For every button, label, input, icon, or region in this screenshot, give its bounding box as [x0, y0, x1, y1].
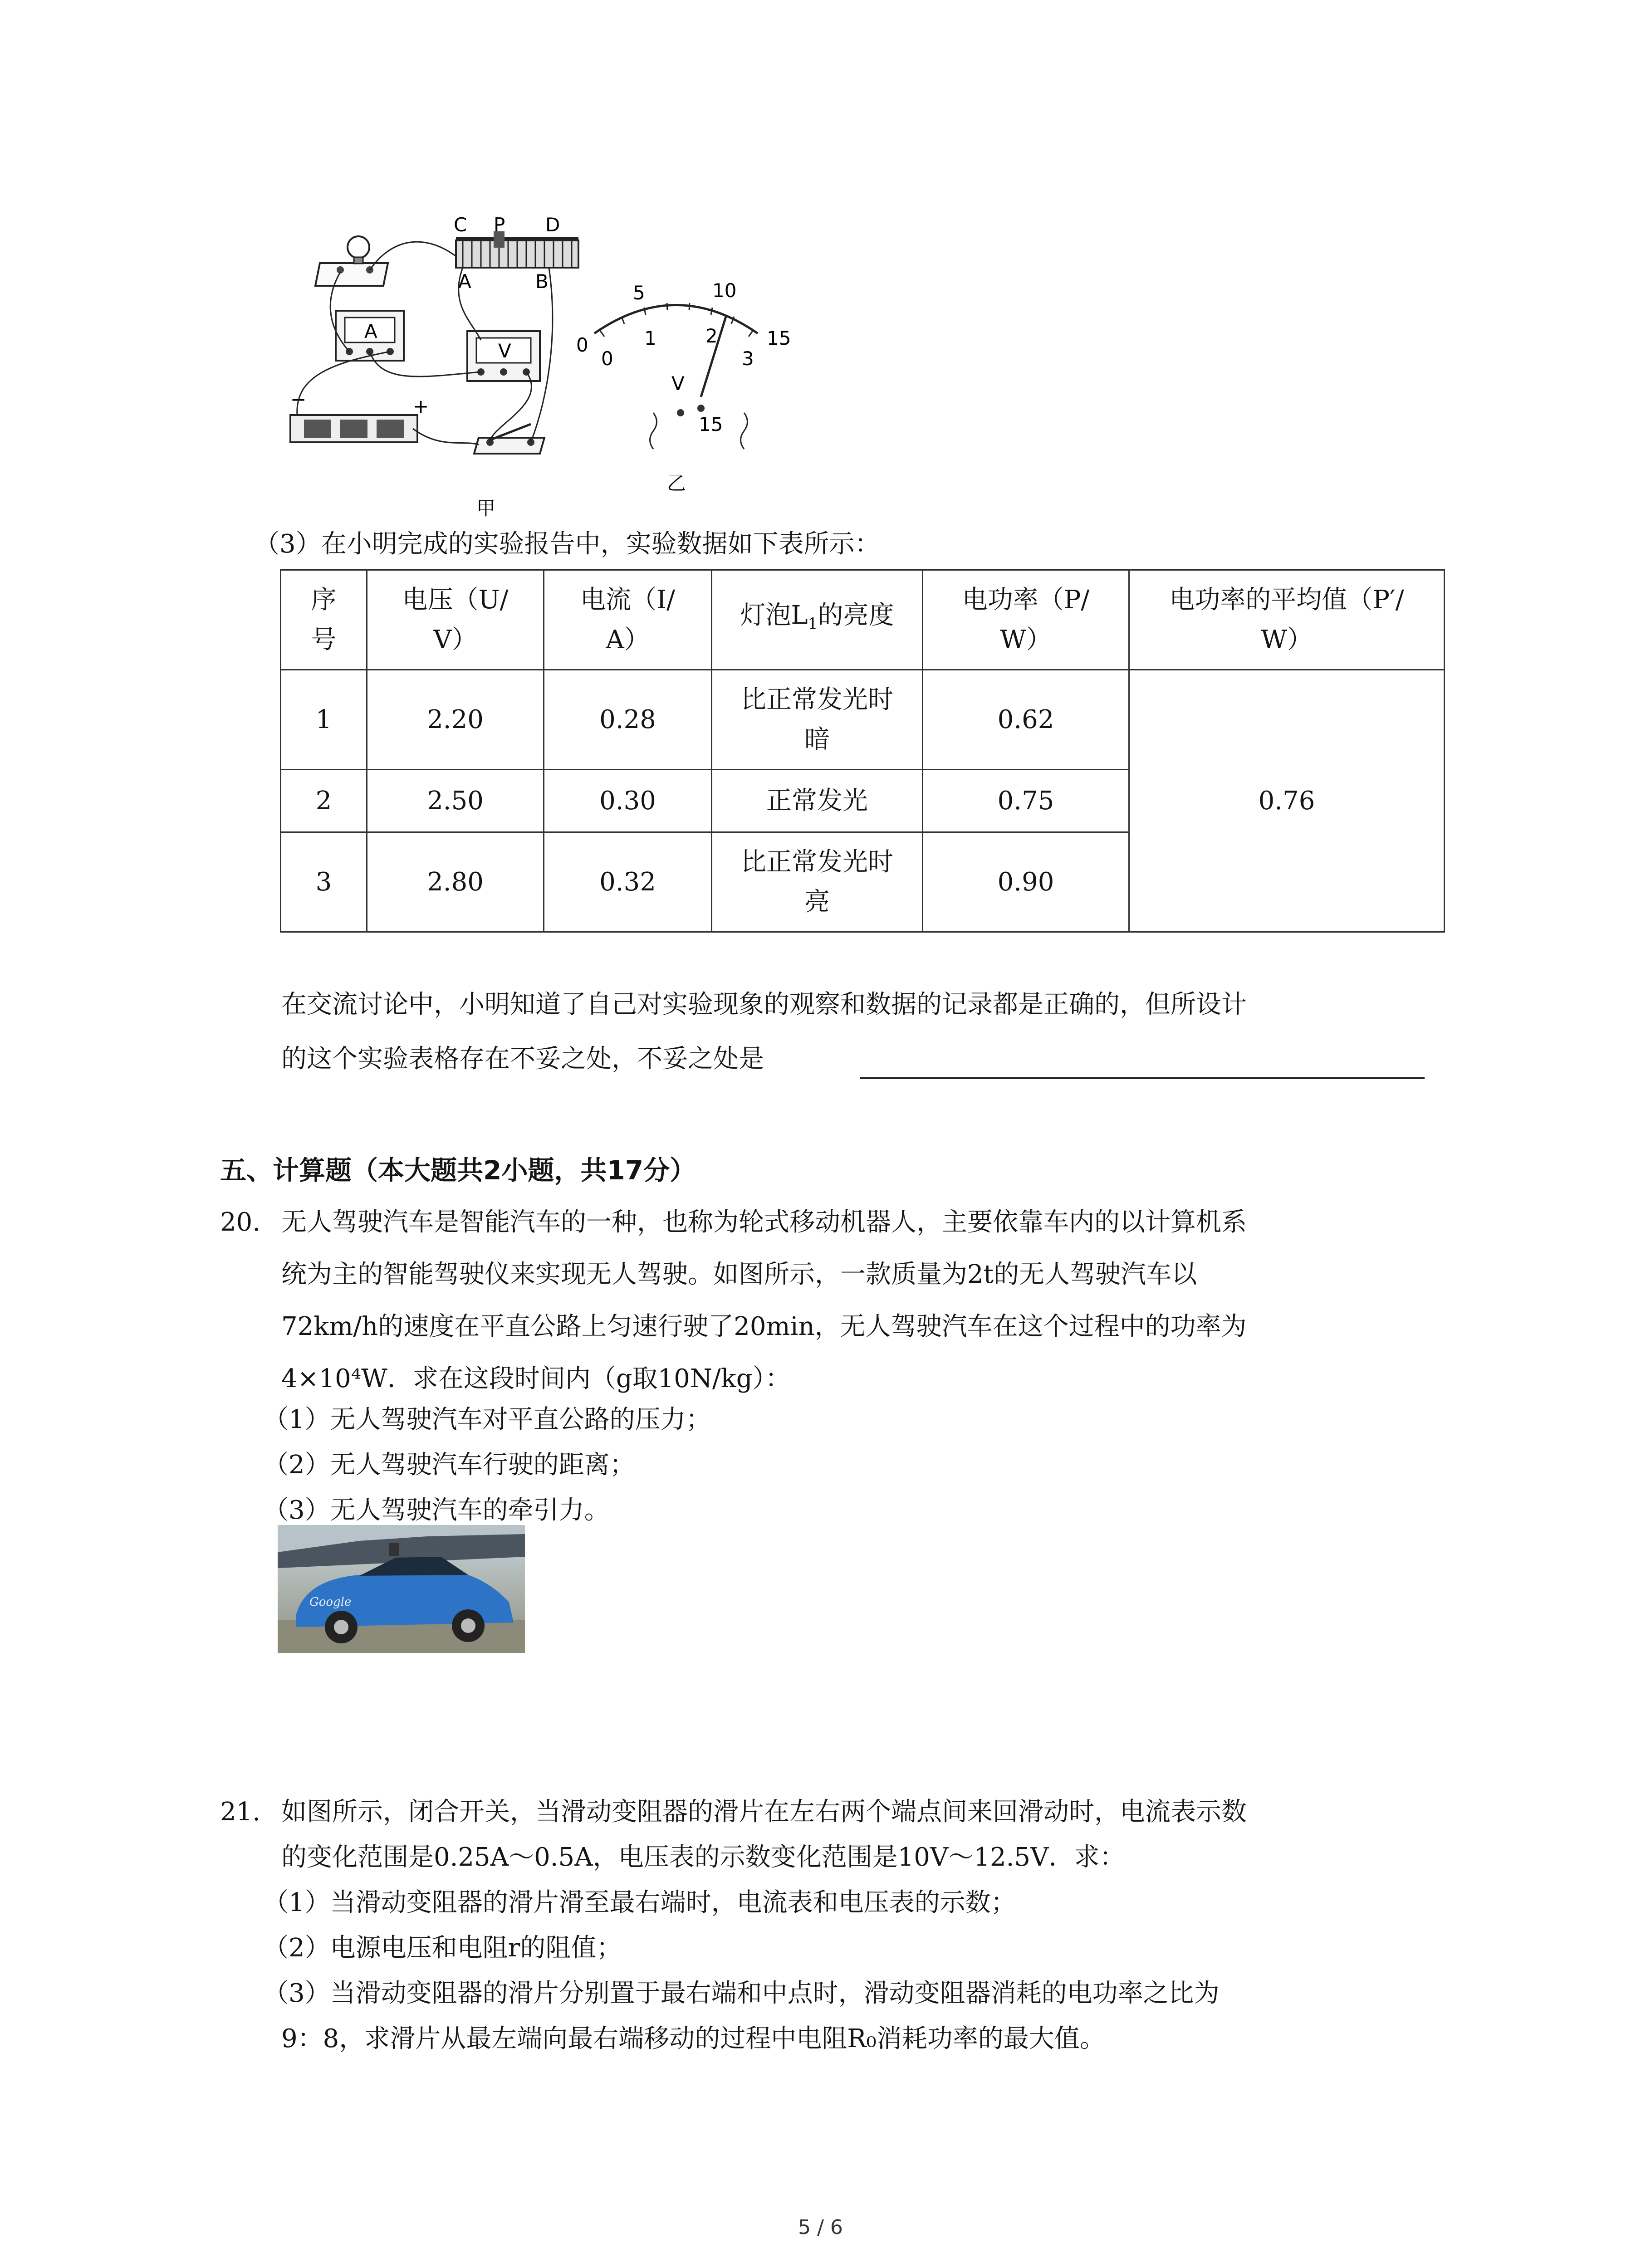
- header-no: [281, 570, 367, 670]
- table-row: [281, 670, 1445, 770]
- dial-top-5: 5: [633, 282, 645, 304]
- q21-line-1: 如图所示，闭合开关，当滑动变阻器的滑片在左右两个端点间来回滑动时，电流表示数: [281, 1797, 1247, 1827]
- header-current: [544, 570, 712, 670]
- cell-brightness: [712, 670, 923, 770]
- q21-sub-1: （1）当滑动变阻器的滑片滑至最右端时，电流表和电压表的示数；: [263, 1888, 1016, 1917]
- q21-line-2: 的变化范围是0.25A～0.5A，电压表的示数变化范围是10V～12.5V．求：: [281, 1843, 1125, 1872]
- cell-no: 1: [281, 670, 367, 770]
- q20-sub-3: （3）无人驾驶汽车的牵引力。: [263, 1496, 610, 1525]
- table-header-row: [281, 570, 1445, 670]
- ammeter-symbol: A: [364, 320, 377, 342]
- cell-brightness-line1: 正常发光: [766, 786, 868, 816]
- voltmeter-symbol: V: [498, 340, 511, 362]
- cell-brightness: [712, 832, 923, 932]
- cell-current: 0.30: [544, 770, 712, 832]
- cell-voltage: 2.80: [367, 832, 544, 932]
- header-avg-power-line2: W）: [1261, 625, 1313, 655]
- cell-no: 2: [281, 770, 367, 832]
- page-number: 5 / 6: [798, 2216, 843, 2239]
- q20-line-1: 无人驾驶汽车是智能汽车的一种，也称为轮式移动机器人，主要依靠车内的以计算机系: [281, 1207, 1247, 1237]
- cell-current: 0.28: [544, 670, 712, 770]
- header-voltage-line2: V）: [433, 625, 477, 655]
- header-avg-power-line1: 电功率的平均值（P′/: [1169, 585, 1404, 615]
- cell-current: 0.32: [544, 832, 712, 932]
- figure-label-yi: 乙: [667, 472, 686, 494]
- dial-top-zero: 0: [576, 334, 588, 356]
- battery-box: [290, 415, 417, 442]
- dial-bottom-2: 2: [705, 325, 718, 347]
- battery-minus: −: [290, 388, 307, 411]
- figure-label-jia: 甲: [476, 497, 496, 519]
- rheostat-label-c: C: [454, 214, 467, 236]
- rheostat-label-b: B: [535, 270, 549, 293]
- header-no-line1: 序: [311, 585, 337, 615]
- cell-brightness-line2: 暗: [804, 724, 830, 754]
- self-driving-car-photo: [278, 1525, 525, 1653]
- header-current-line2: A）: [606, 625, 650, 655]
- header-current-line1: 电流（I/: [580, 585, 675, 615]
- header-power-line2: W）: [1000, 625, 1052, 655]
- q20-sub-2: （2）无人驾驶汽车行驶的距离；: [263, 1450, 635, 1480]
- battery-plus: +: [413, 395, 429, 417]
- car-logo-text: Google: [309, 1595, 352, 1609]
- dial-symbol-v: V: [671, 372, 685, 395]
- q21-sub-3-cont: 9：8，求滑片从最左端向最右端移动的过程中电阻R₀消耗功率的最大值。: [281, 2024, 1105, 2053]
- cell-power: 0.62: [923, 670, 1129, 770]
- header-brightness-b: 的亮度: [818, 600, 894, 630]
- discussion-line-2: 的这个实验表格存在不妥之处，不妥之处是: [281, 1044, 764, 1074]
- rheostat: [456, 231, 578, 268]
- q21-sub-2: （2）电源电压和电阻r的阻值；: [263, 1933, 622, 1963]
- cell-brightness-line1: 比正常发光时: [741, 847, 893, 877]
- cell-no: 3: [281, 832, 367, 932]
- header-brightness: [712, 570, 923, 670]
- cell-brightness-line2: 亮: [804, 887, 830, 917]
- q21-number: 21.: [220, 1797, 261, 1827]
- q20-line-2: 统为主的智能驾驶仪来实现无人驾驶。如图所示，一款质量为2t的无人驾驶汽车以: [281, 1260, 1197, 1289]
- dial-terminal-15: 15: [699, 413, 723, 435]
- header-no-line2: 号: [311, 625, 337, 655]
- rheostat-label-d: D: [545, 214, 560, 236]
- dial-bottom-3: 3: [742, 347, 754, 370]
- cell-brightness: [712, 770, 923, 832]
- header-brightness-a: 灯泡L: [740, 600, 808, 630]
- cell-power: 0.75: [923, 770, 1129, 832]
- header-power-line1: 电功率（P/: [962, 585, 1090, 615]
- circuit-figure: [277, 213, 844, 531]
- rheostat-label-a: A: [458, 270, 471, 293]
- header-power: [923, 570, 1129, 670]
- q19-part3-intro: （3）在小明完成的实验报告中，实验数据如下表所示：: [254, 529, 880, 559]
- dial-top-15: 15: [767, 327, 791, 349]
- rheostat-label-p: P: [494, 214, 505, 236]
- cell-power: 0.90: [923, 832, 1129, 932]
- q20-line-3: 72km/h的速度在平直公路上匀速行驶了20min，无人驾驶汽车在这个过程中的功率为: [281, 1312, 1247, 1341]
- q21-sub-3: （3）当滑动变阻器的滑片分别置于最右端和中点时，滑动变阻器消耗的电功率之比为: [263, 1979, 1220, 2008]
- q20-number: 20.: [220, 1207, 261, 1237]
- q20-line-4: 4×10⁴W．求在这段时间内（g取10N/kg）：: [281, 1364, 791, 1393]
- dial-bottom-1: 1: [644, 327, 656, 349]
- cell-avg-power: 0.76: [1129, 670, 1445, 932]
- answer-blank[interactable]: [860, 1077, 1425, 1079]
- experiment-data-table: [280, 569, 1445, 933]
- dial-bottom-0: 0: [601, 347, 613, 370]
- cell-voltage: 2.50: [367, 770, 544, 832]
- header-brightness-sub: 1: [808, 615, 818, 634]
- dial-top-10: 10: [712, 279, 737, 302]
- header-voltage-line1: 电压（U/: [402, 585, 509, 615]
- switch: [474, 424, 544, 454]
- cell-voltage: 2.20: [367, 670, 544, 770]
- section-title: 五、计算题（本大题共2小题，共17分）: [220, 1155, 696, 1186]
- q20-sub-1: （1）无人驾驶汽车对平直公路的压力；: [263, 1405, 711, 1434]
- header-voltage: [367, 570, 544, 670]
- discussion-line-1: 在交流讨论中，小明知道了自己对实验现象的观察和数据的记录都是正确的，但所设计: [281, 990, 1247, 1019]
- cell-brightness-line1: 比正常发光时: [741, 684, 893, 714]
- header-avg-power: [1129, 570, 1445, 670]
